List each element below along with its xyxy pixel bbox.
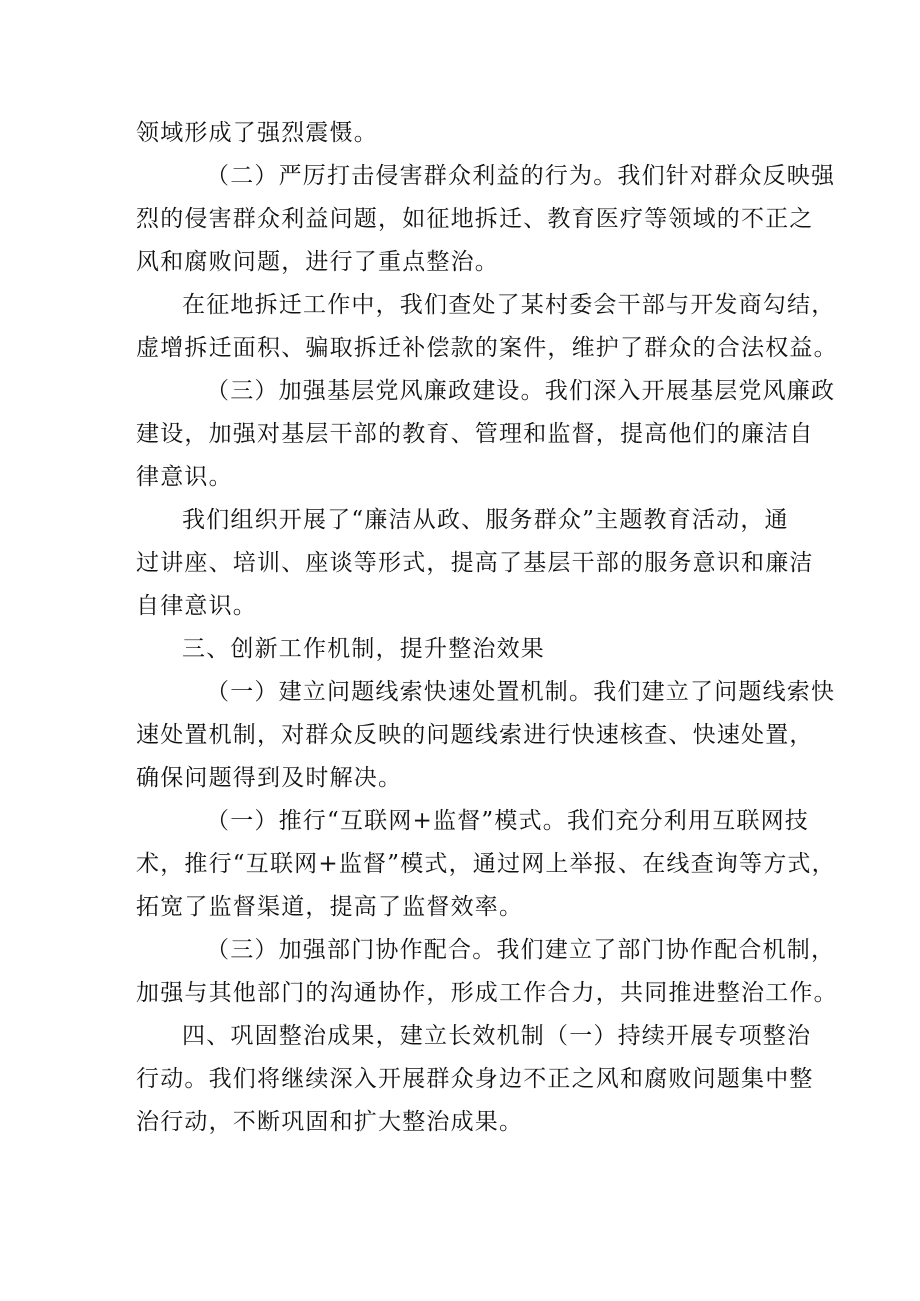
text-line: 自律意识。 bbox=[136, 593, 257, 619]
text-line: 加强与其他部门的沟通协作，形成工作合力，共同推进整治工作。 bbox=[136, 980, 838, 1006]
text-line: 我们组织开展了“廉洁从政、服务群众”主题教育活动，通 bbox=[182, 507, 789, 533]
text-line: 律意识。 bbox=[136, 464, 233, 490]
section-heading: 四、巩固整治成果，建立长效机制（一）持续开展专项整治 bbox=[182, 1023, 812, 1049]
text-line: 风和腐败问题，进行了重点整治。 bbox=[136, 249, 499, 275]
text-line: 烈的侵害群众利益问题，如征地拆迁、教育医疗等领域的不正之 bbox=[136, 206, 814, 232]
document-body bbox=[136, 112, 838, 1144]
text-line: （三）加强部门协作配合。我们建立了部门协作配合机制， bbox=[206, 937, 836, 963]
text-line: 虚增拆迁面积、骗取拆迁补偿款的案件，维护了群众的合法权益。 bbox=[136, 335, 838, 361]
text-line: 行动。我们将继续深入开展群众身边不正之风和腐败问题集中整 bbox=[136, 1066, 814, 1092]
text-line: （一）推行“互联网+监督”模式。我们充分利用互联网技 bbox=[206, 808, 809, 834]
text-line: （二）严厉打击侵害群众利益的行为。我们针对群众反映强 bbox=[206, 163, 836, 189]
text-line: （一）建立问题线索快速处置机制。我们建立了问题线索快 bbox=[206, 679, 836, 705]
text-line: 建设，加强对基层干部的教育、管理和监督，提高他们的廉洁自 bbox=[136, 421, 814, 447]
text-line: 过讲座、培训、座谈等形式，提高了基层干部的服务意识和廉洁 bbox=[136, 550, 814, 576]
section-heading: 三、创新工作机制，提升整治效果 bbox=[182, 636, 545, 662]
text-line: 领域形成了强烈震慑。 bbox=[136, 120, 378, 146]
text-line: 速处置机制，对群众反映的问题线索进行快速核查、快速处置， bbox=[136, 722, 814, 748]
text-line: 在征地拆迁工作中，我们查处了某村委会干部与开发商勾结， bbox=[182, 292, 836, 318]
text-line: 术，推行“互联网+监督”模式，通过网上举报、在线查询等方式， bbox=[136, 851, 836, 877]
text-line: （三）加强基层党风廉政建设。我们深入开展基层党风廉政 bbox=[206, 378, 836, 404]
text-line: 治行动，不断巩固和扩大整治成果。 bbox=[136, 1109, 524, 1135]
text-line: 确保问题得到及时解决。 bbox=[136, 765, 403, 791]
text-line: 拓宽了监督渠道，提高了监督效率。 bbox=[136, 894, 524, 920]
